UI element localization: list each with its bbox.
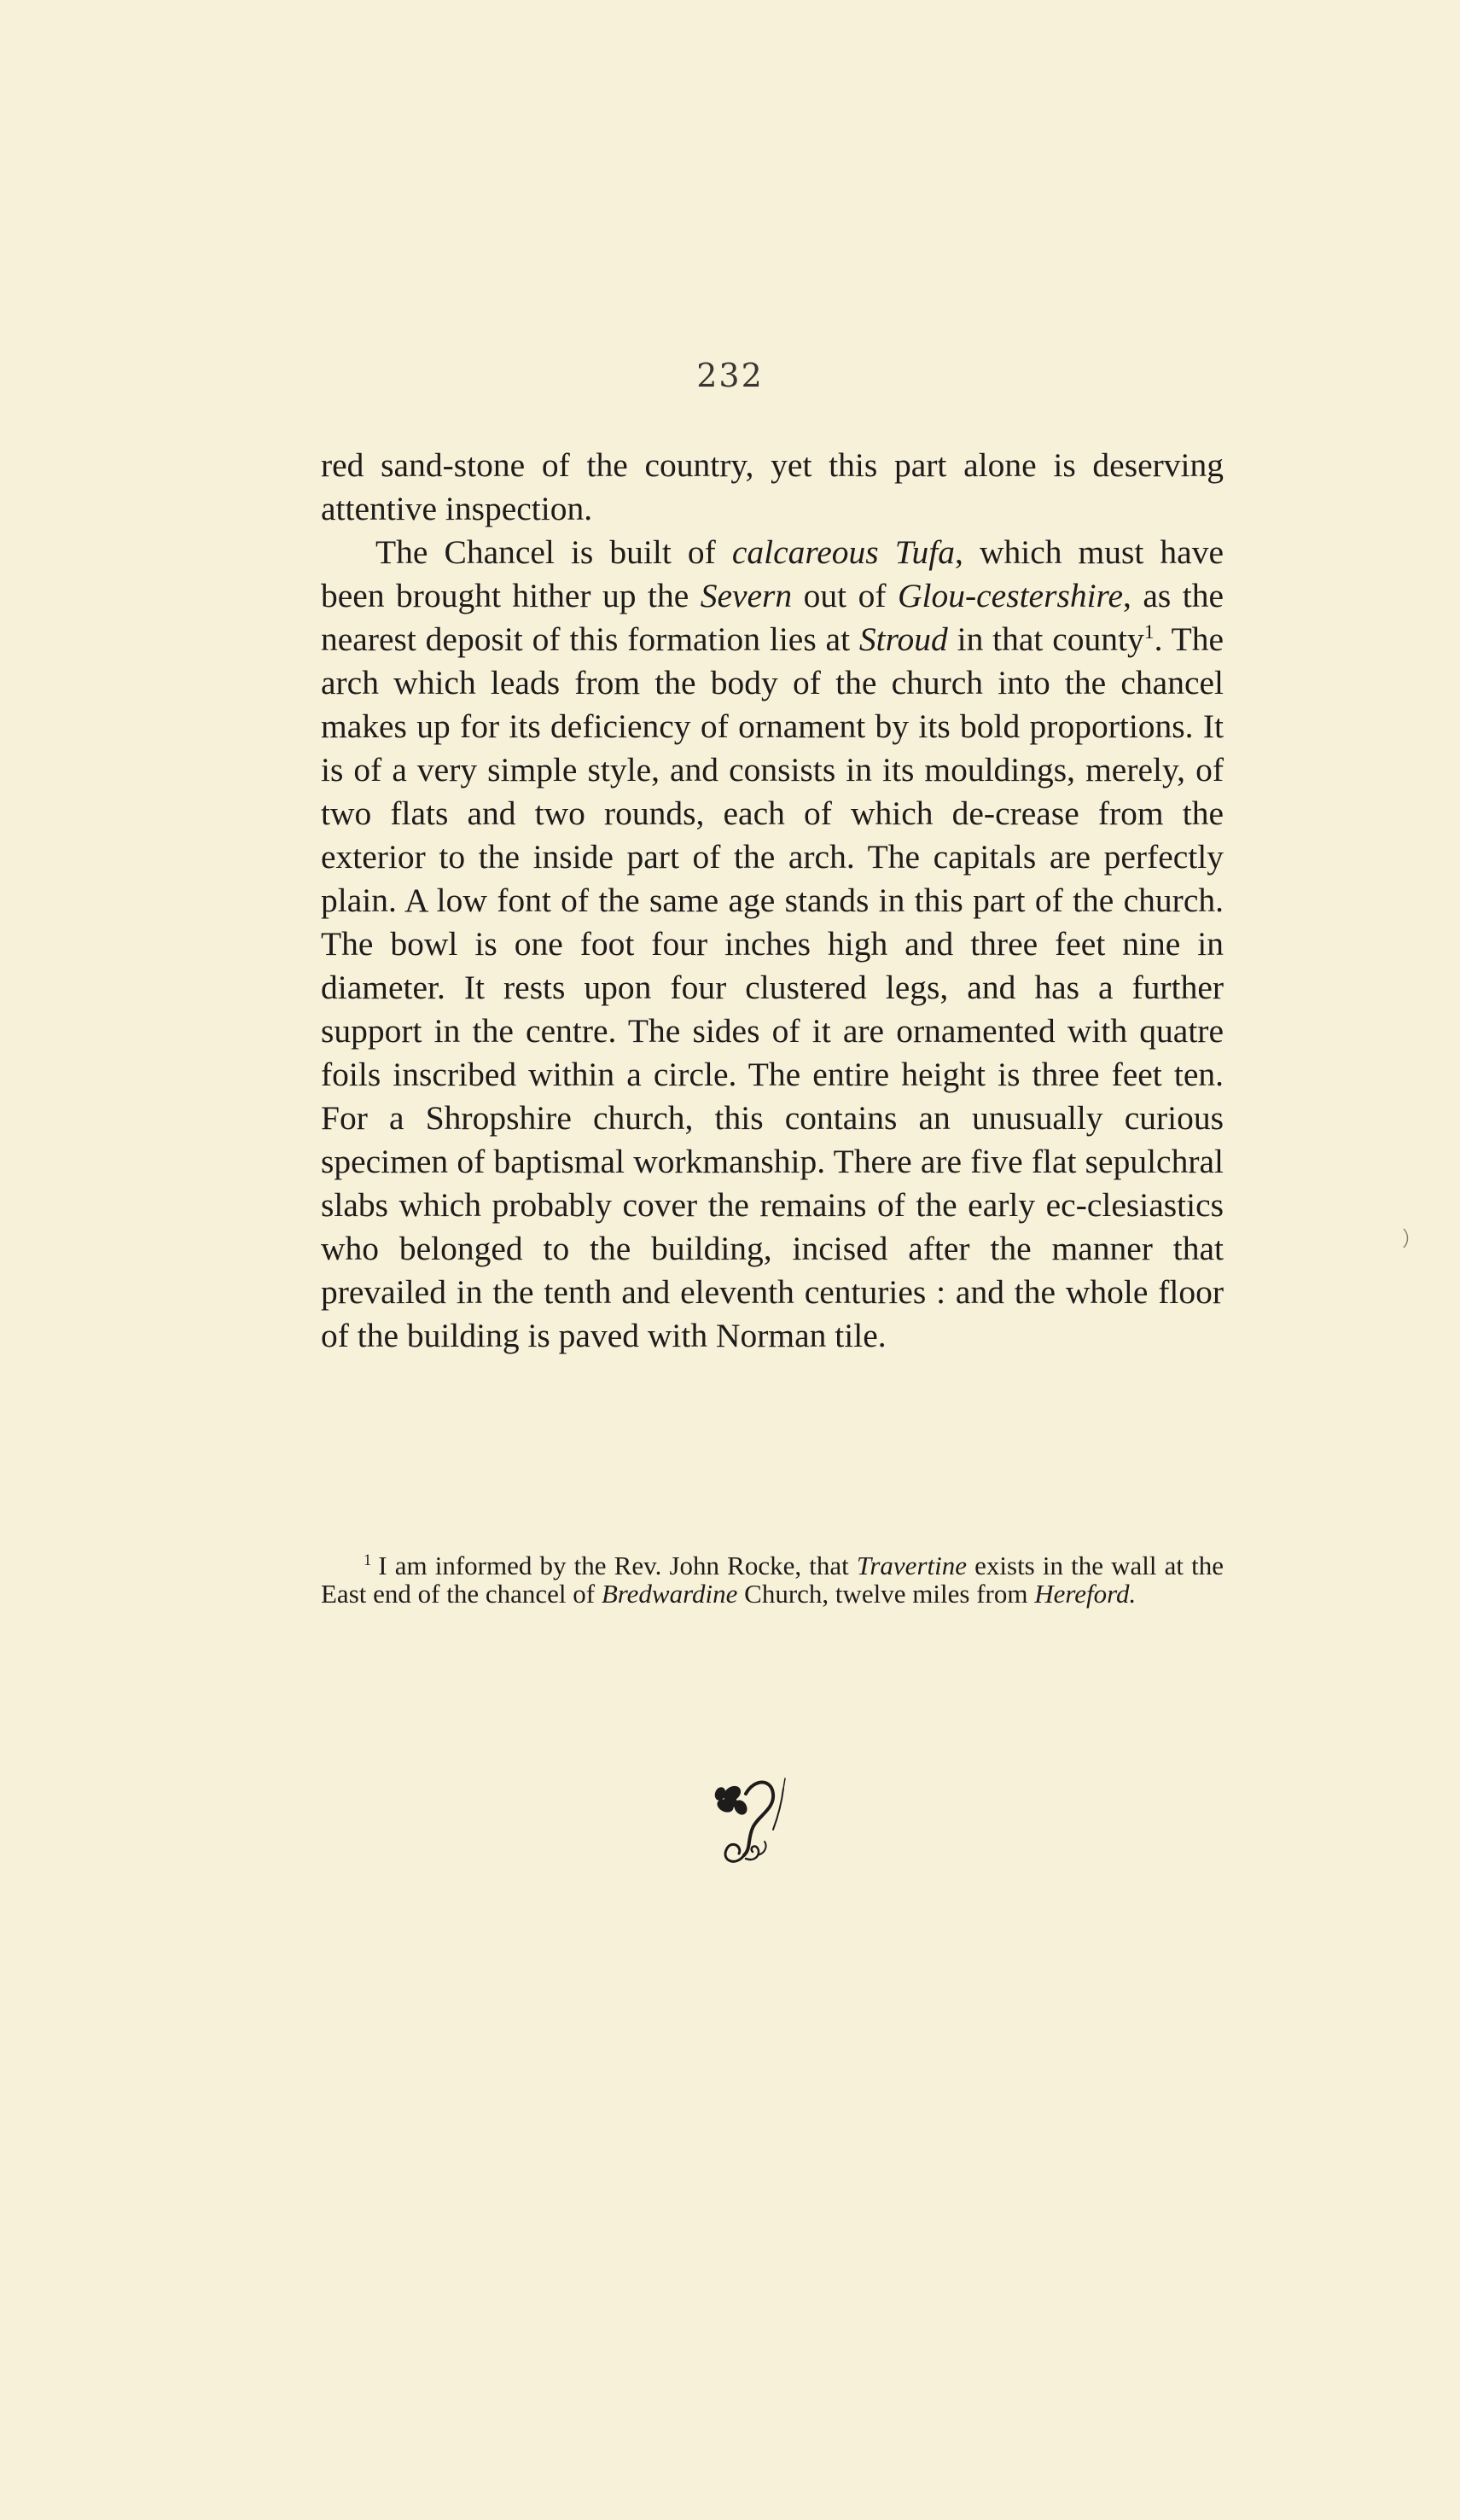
italic-term-severn: Severn — [700, 577, 793, 614]
text-run: The Chancel is built of — [375, 533, 732, 571]
footnote-text — [321, 1551, 1224, 1608]
italic-term-stroud: Stroud — [858, 620, 948, 658]
italic-term-gloucestershire: Glou-cestershire — [897, 577, 1123, 614]
body-text — [321, 444, 1224, 1358]
text-run: red sand-stone of the country, yet this part alone is deserving attentive inspection. — [321, 446, 1224, 527]
paragraph-1 — [321, 444, 1224, 531]
text-run: I am informed by the Rev. John Rocke, that — [378, 1551, 857, 1580]
text-run: , as the nearest deposit of this formation lies at — [321, 577, 1224, 658]
text-run: , which must have been brought hither up the — [321, 533, 1224, 614]
text-run: . The arch which leads from the body of the church into the chancel makes up for its deficiency of ornament by its bold proportions. It is of a very simple style, and consists in its mouldings, merely, of two flats and two rounds, each of which de-crease from the exterior to the inside part of the arch. The capitals are perfectly plain. A low font of the same age stands in this part of the church. The bowl is one foot four inches high and three feet nine in diameter. It rests upon four clustered legs, and has a further support in the centre. The sides of it are ornamented with quatre foils inscribed within a circle. The entire height is three feet ten. For a Shropshire church, this contains an unusually curious specimen of baptismal workmanship. There are five flat sepulchral slabs which probably cover the remains of the early ec-clesiastics who belonged to the building, incised after the manner that prevailed in the tenth and eleventh centuries : and the whole floor of the building is paved with Norman tile. — [321, 620, 1224, 1354]
italic-term-calcareous-tufa: calcareous Tufa — [731, 533, 956, 571]
text-run: Church, twelve miles from — [737, 1579, 1035, 1609]
footnote-marker: 1 — [364, 1551, 372, 1569]
italic-term-hereford: Hereford. — [1034, 1579, 1137, 1609]
footnote-reference[interactable]: 1 — [1143, 620, 1155, 643]
margin-mark-icon — [1401, 1227, 1411, 1249]
page-number: 232 — [696, 357, 764, 394]
footnote — [321, 1551, 1224, 1608]
paragraph-2 — [321, 531, 1224, 1358]
italic-term-travertine: Travertine — [856, 1551, 967, 1580]
italic-term-bredwardine: Bredwardine — [601, 1579, 738, 1609]
printers-flourish-ornament-icon — [701, 1760, 804, 1879]
text-run: exists in the wall at the East end of the chancel of — [321, 1551, 1224, 1609]
text-run: in that county — [947, 620, 1144, 658]
text-run: out of — [792, 577, 898, 614]
